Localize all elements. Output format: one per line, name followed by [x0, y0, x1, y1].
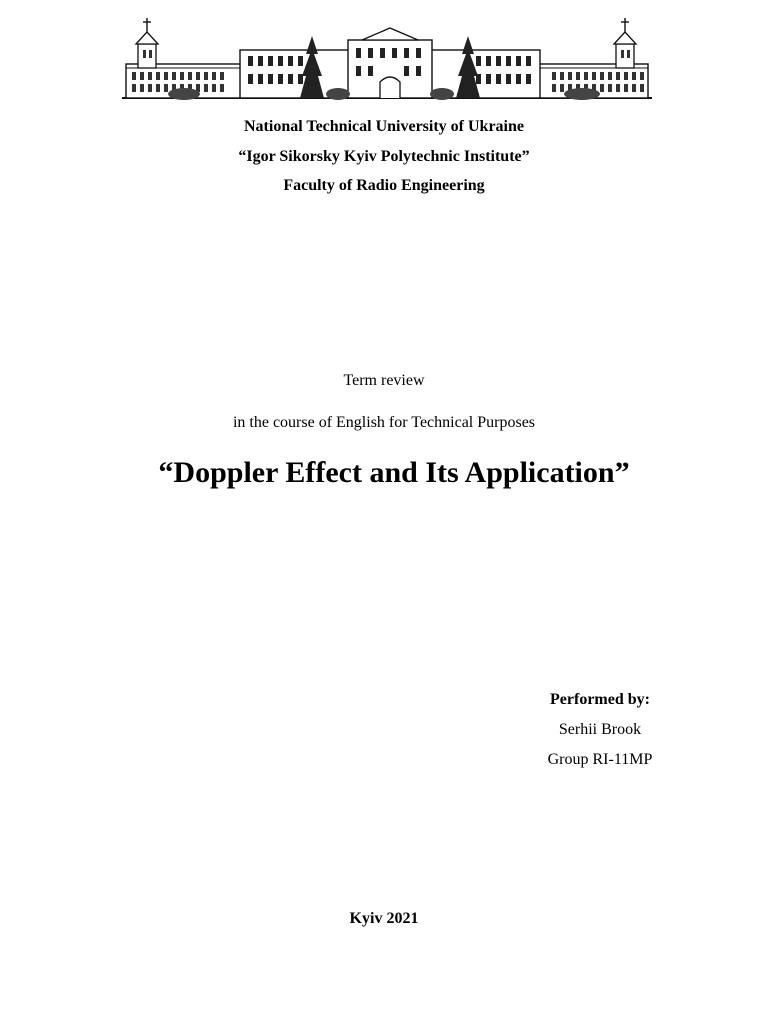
- author-name: Serhii Brook: [558, 721, 642, 738]
- university-name: National Technical University of Ukraine: [243, 118, 524, 135]
- institute-name: “Igor Sikorsky Kyiv Polytechnic Institute”: [238, 148, 530, 165]
- work-type: Term review: [343, 372, 425, 389]
- place-and-year: Kyiv 2021: [349, 910, 419, 927]
- faculty-name: Faculty of Radio Engineering: [283, 177, 485, 194]
- university-building-illustration: [122, 14, 652, 102]
- author-group: Group RI-11MP: [547, 751, 653, 768]
- document-title: “Doppler Effect and Its Application”: [158, 456, 630, 489]
- performed-by-label: Performed by:: [550, 691, 650, 708]
- course-name: in the course of English for Technical Purposes: [232, 414, 536, 431]
